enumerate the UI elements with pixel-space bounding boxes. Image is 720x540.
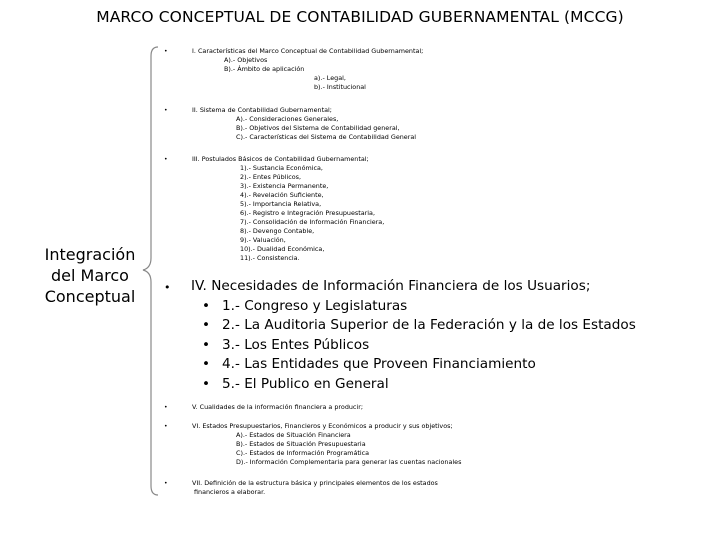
list-item: 4).- Revelación Suficiente,	[240, 191, 324, 199]
list-item: a).- Legal,	[314, 74, 346, 82]
list-item: 2).- Entes Públicos,	[240, 173, 301, 181]
bullet-icon: •	[202, 375, 211, 392]
list-item-label: 5.- El Publico en General	[222, 375, 389, 392]
side-label-line: del Marco	[51, 266, 129, 285]
list-item	[202, 336, 636, 356]
section-heading: II. Sistema de Contabilidad Gubernamental;	[192, 106, 332, 114]
list-item: 7).- Consolidación de Información Financiera,	[240, 218, 385, 226]
section-items	[224, 56, 366, 92]
page-title: MARCO CONCEPTUAL DE CONTABILIDAD GUBERNAMENTAL (MCCG)	[96, 8, 624, 26]
bullet-icon: •	[202, 317, 211, 333]
section-heading: III. Postulados Básicos de Contabilidad Gubernamental;	[192, 155, 369, 163]
list-item-label: 3.- Los Entes Públicos	[222, 336, 370, 353]
side-label-line: Conceptual	[44, 287, 136, 306]
list-item: A).- Consideraciones Generales,	[236, 115, 339, 123]
curly-brace	[140, 46, 160, 496]
list-item: 11).- Consistencia.	[240, 254, 300, 262]
list-item: 9).- Valuación,	[240, 236, 286, 244]
section-heading: I. Características del Marco Conceptual de Contabilidad Gubernamental;	[192, 47, 424, 55]
list-item: 10).- Dualidad Económica,	[240, 245, 325, 253]
list-item: 6).- Registro e Integración Presupuestaria,	[240, 209, 376, 217]
list-item: B).- Objetivos del Sistema de Contabilidad general,	[236, 124, 400, 132]
list-item	[202, 316, 636, 336]
list-item: D).- Información Complementaria para generar las cuentas nacionales	[236, 458, 462, 466]
list-item: C).- Características del Sistema de Contabilidad General	[236, 133, 417, 141]
section-items	[240, 164, 384, 263]
section-items	[236, 431, 461, 467]
list-item	[202, 375, 636, 395]
section-items	[236, 115, 416, 142]
side-label-line: Integración	[44, 245, 136, 264]
list-item: 5).- Importancia Relativa,	[240, 200, 322, 208]
list-item: A).- Objetivos	[224, 56, 268, 64]
list-item: B).- Ámbito de aplicación	[224, 65, 305, 73]
bullet-icon: •	[164, 404, 168, 411]
section-heading-continued: financieros a elaborar.	[194, 488, 266, 496]
bullet-icon: •	[164, 480, 168, 487]
section-heading: VII. Definición de la estructura básica y principales elementos de los estados	[192, 479, 438, 487]
section-heading: V. Cualidades de la información financiera a producir;	[192, 403, 363, 411]
bullet-icon: •	[202, 336, 211, 353]
bullet-icon: •	[164, 107, 168, 114]
bullet-icon: •	[164, 156, 168, 163]
bullet-icon: •	[202, 297, 211, 314]
list-item: 8).- Devengo Contable,	[240, 227, 315, 235]
list-item	[202, 297, 636, 317]
bullet-icon: •	[164, 48, 168, 55]
list-item: A).- Estados de Situación Financiera	[236, 431, 351, 439]
list-item: b).- Institucional	[314, 83, 366, 91]
list-item-label: 4.- Las Entidades que Proveen Financiamiento	[222, 356, 536, 372]
list-item: 3).- Existencia Permanente,	[240, 182, 329, 190]
list-item: 1).- Sustancia Económica,	[240, 164, 323, 172]
list-item: B).- Estados de Situación Presupuestaria	[236, 440, 366, 448]
list-item-label: 1.- Congreso y Legislaturas	[222, 297, 408, 314]
section-items	[202, 297, 636, 395]
bullet-icon: •	[164, 423, 168, 430]
bullet-icon: •	[202, 356, 211, 372]
list-item: C).- Estados de Información Programática	[236, 449, 370, 457]
section-heading: IV. Necesidades de Información Financiera de los Usuarios;	[191, 278, 591, 294]
side-label	[40, 244, 140, 307]
list-item-label: 2.- La Auditoria Superior de la Federación y la de los Estados	[222, 317, 636, 333]
section-heading: VI. Estados Presupuestarios, Financieros y Económicos a producir y sus objetivos;	[192, 422, 453, 430]
bullet-icon: •	[164, 281, 171, 294]
section-items	[194, 488, 265, 497]
list-item	[202, 355, 636, 375]
